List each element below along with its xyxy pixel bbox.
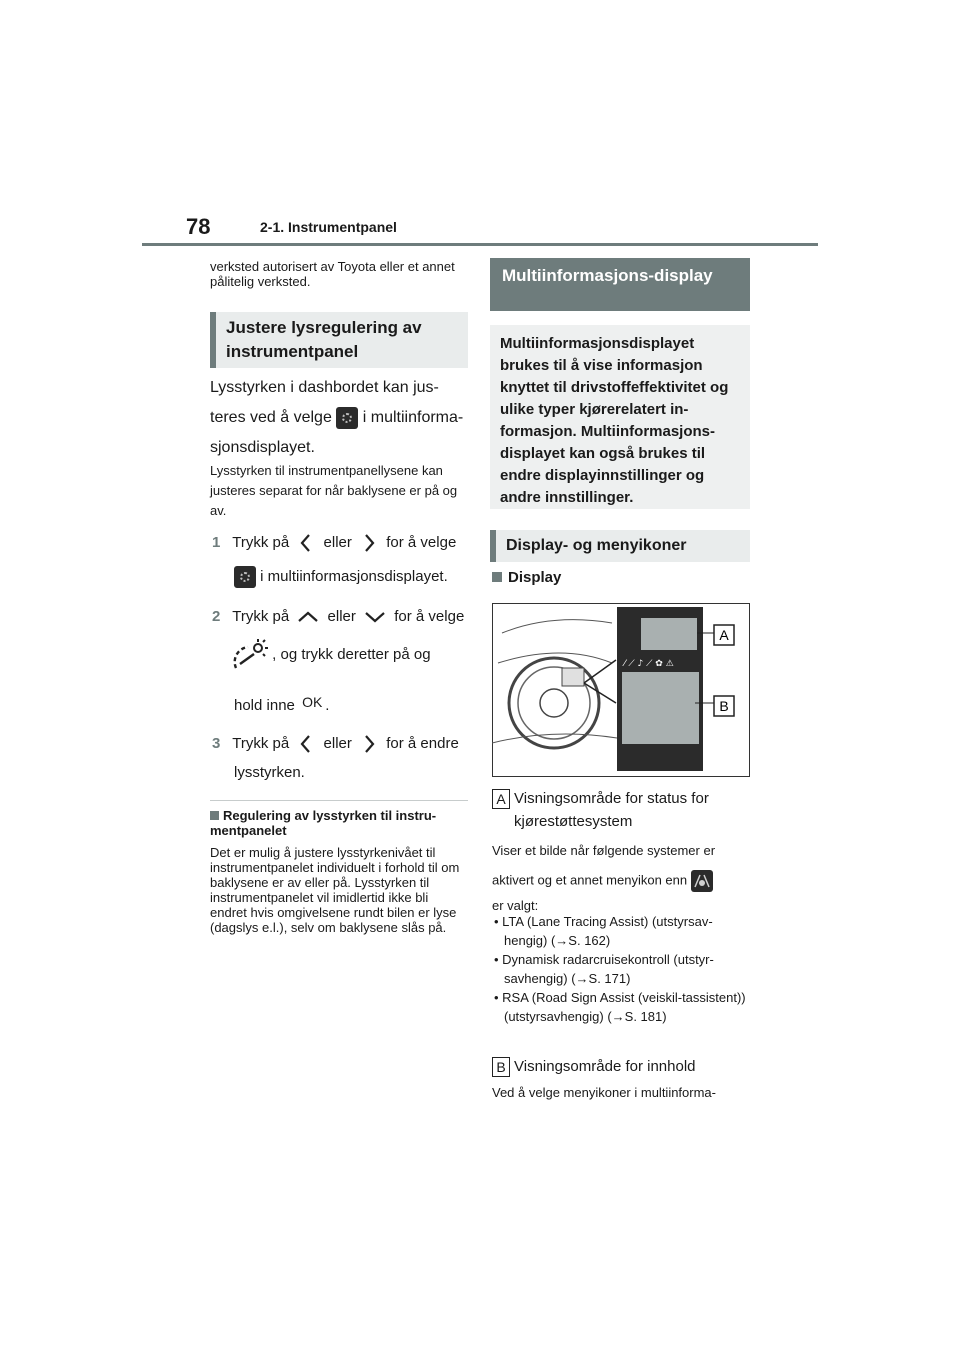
step-3 bbox=[212, 734, 470, 754]
step-2-text-a: Trykk på bbox=[232, 608, 290, 625]
driver-assist-icon bbox=[691, 870, 713, 892]
chevron-up-icon bbox=[297, 610, 319, 624]
display-heading bbox=[492, 569, 561, 586]
dimmer-icon bbox=[232, 638, 268, 672]
dimmer-line-2-text: teres ved å velge bbox=[210, 409, 332, 426]
dimmer-paragraph bbox=[210, 373, 468, 463]
step-3-number: 3 bbox=[212, 735, 221, 752]
step-1 bbox=[212, 533, 470, 553]
gear-icon bbox=[234, 566, 256, 588]
step-1-text-c: for å velge bbox=[386, 534, 457, 551]
step-2-text-f: . bbox=[325, 697, 330, 714]
ok-icon: OK bbox=[302, 694, 323, 710]
label-a-desc-1: Viser et bilde når følgende systemer er bbox=[492, 843, 716, 858]
step-3-text-c: for å endre bbox=[386, 735, 459, 752]
step-2 bbox=[212, 607, 470, 627]
step-2-text-c: for å velge bbox=[394, 608, 465, 625]
chevron-left-icon bbox=[299, 533, 313, 553]
step-1-line-2 bbox=[234, 566, 474, 588]
label-b-desc: Ved å velge menyikoner i multiinforma- bbox=[492, 1085, 716, 1100]
square-bullet-icon bbox=[492, 572, 502, 582]
step-1-text-a: Trykk på bbox=[232, 534, 290, 551]
divider bbox=[210, 800, 468, 801]
chevron-left-icon bbox=[299, 734, 313, 754]
step-1-number: 1 bbox=[212, 534, 221, 551]
list-item: • LTA (Lane Tracing Assist) (utstyrsav-hengig) (→S. 162) bbox=[494, 914, 713, 948]
label-b-text: Visningsområde for innhold bbox=[514, 1058, 696, 1075]
chevron-down-icon bbox=[364, 610, 386, 624]
chevron-right-icon bbox=[362, 533, 376, 553]
label-a-desc-3: er valgt: bbox=[492, 898, 539, 913]
square-bullet-icon bbox=[210, 811, 219, 820]
dashboard-illustration bbox=[492, 603, 750, 777]
step-1-text-d: i multiinformasjonsdisplayet. bbox=[260, 567, 448, 585]
dimmer-line-2-tail: i multiinforma- bbox=[362, 409, 464, 426]
label-b-heading bbox=[492, 1055, 750, 1078]
dimmer-line-1: Lysstyrken i dashbordet kan jus- bbox=[210, 379, 439, 396]
intro-text: verksted autorisert av Toyota eller et annet pålitelig verksted. bbox=[210, 259, 455, 289]
section-title-dimmer: Justere lysregulering av instrumentpanel bbox=[210, 312, 468, 368]
section-title-mid: Multiinformasjons-display bbox=[490, 258, 750, 311]
bullet-text: Dynamisk radarcruisekontroll (utstyr-savhengig) (→S. 171) bbox=[502, 952, 714, 986]
label-b-box: B bbox=[492, 1057, 510, 1077]
step-1-text-b: eller bbox=[323, 534, 352, 551]
list-item: • RSA (Road Sign Assist (veiskil-tassistent)) (utstyrsavhengig) (→S. 181) bbox=[494, 990, 746, 1024]
label-a-desc-2-text: aktivert og et annet menyikon enn bbox=[492, 872, 688, 888]
step-2-number: 2 bbox=[212, 608, 221, 625]
sub-title-text: Regulering av lysstyrken til instru-mentpanelet bbox=[210, 808, 437, 838]
bullet-list bbox=[492, 912, 750, 1026]
section-title-icons: Display- og menyikoner bbox=[490, 530, 750, 562]
step-3-text-b: eller bbox=[323, 735, 352, 752]
step-3-line-2: lysstyrken. bbox=[234, 764, 305, 781]
page-number: 78 bbox=[186, 214, 211, 239]
label-a-text-1: Visningsområde for status for bbox=[514, 790, 709, 807]
dimmer-line-2 bbox=[210, 403, 468, 433]
callout-a: A bbox=[719, 627, 729, 643]
display-heading-text: Display bbox=[508, 569, 562, 586]
step-2-text-b: eller bbox=[327, 608, 356, 625]
status-icons-row: ⁄ ⟋ ♪ ⟋ ✿ ⚠ bbox=[624, 659, 674, 669]
step-2-line-3 bbox=[234, 692, 474, 716]
label-a-box: A bbox=[492, 789, 510, 809]
dimmer-line-3: sjonsdisplayet. bbox=[210, 439, 315, 456]
label-a-text-2: kjørestøttesystem bbox=[514, 813, 633, 830]
label-a-heading bbox=[492, 787, 750, 833]
callout-b: B bbox=[719, 698, 729, 714]
gear-icon bbox=[336, 407, 358, 429]
list-item: • Dynamisk radarcruisekontroll (utstyr-savhengig) (→S. 171) bbox=[494, 952, 714, 986]
label-a-desc-2 bbox=[492, 870, 750, 892]
chevron-right-icon bbox=[362, 734, 376, 754]
bullet-text: LTA (Lane Tracing Assist) (utstyrsav-hengig) (→S. 162) bbox=[502, 914, 713, 948]
step-2-line-2 bbox=[232, 638, 472, 672]
sub-section-body: Det er mulig å justere lysstyrkenivået til instrumentpanelet individuelt i forhold til om baklysene er av eller på. Lysstyrken til instrumentpanelet vil imidlertid ikke bli endret hvis omgivelsene rundt bilen er lyse (dagslys e.l.), selv om baklysene slås på. bbox=[210, 845, 460, 935]
bullet-text: RSA (Road Sign Assist (veiskil-tassistent)) (utstyrsavhengig) (→S. 181) bbox=[502, 990, 746, 1024]
step-2-text-d: , og trykk deretter på og bbox=[272, 645, 431, 663]
chapter-title: 2-1. Instrumentpanel bbox=[260, 219, 397, 235]
step-2-text-e: hold inne bbox=[234, 697, 295, 714]
intro-box: Multiinformasjonsdisplayet brukes til å vise informasjon knyttet til drivstoffeffektivitet og ulike typer kjørerelatert in-formasjon. Multiinformasjons-displayet kan også brukes til endre displayinnstillinger og andre innstillinger. bbox=[490, 325, 750, 509]
header-rule bbox=[142, 243, 818, 246]
sub-section-title bbox=[210, 808, 468, 838]
dimmer-note: Lysstyrken til instrumentpanellysene kan justeres separat for når baklysene er på og av. bbox=[210, 463, 458, 518]
step-3-text-a: Trykk på bbox=[232, 735, 290, 752]
